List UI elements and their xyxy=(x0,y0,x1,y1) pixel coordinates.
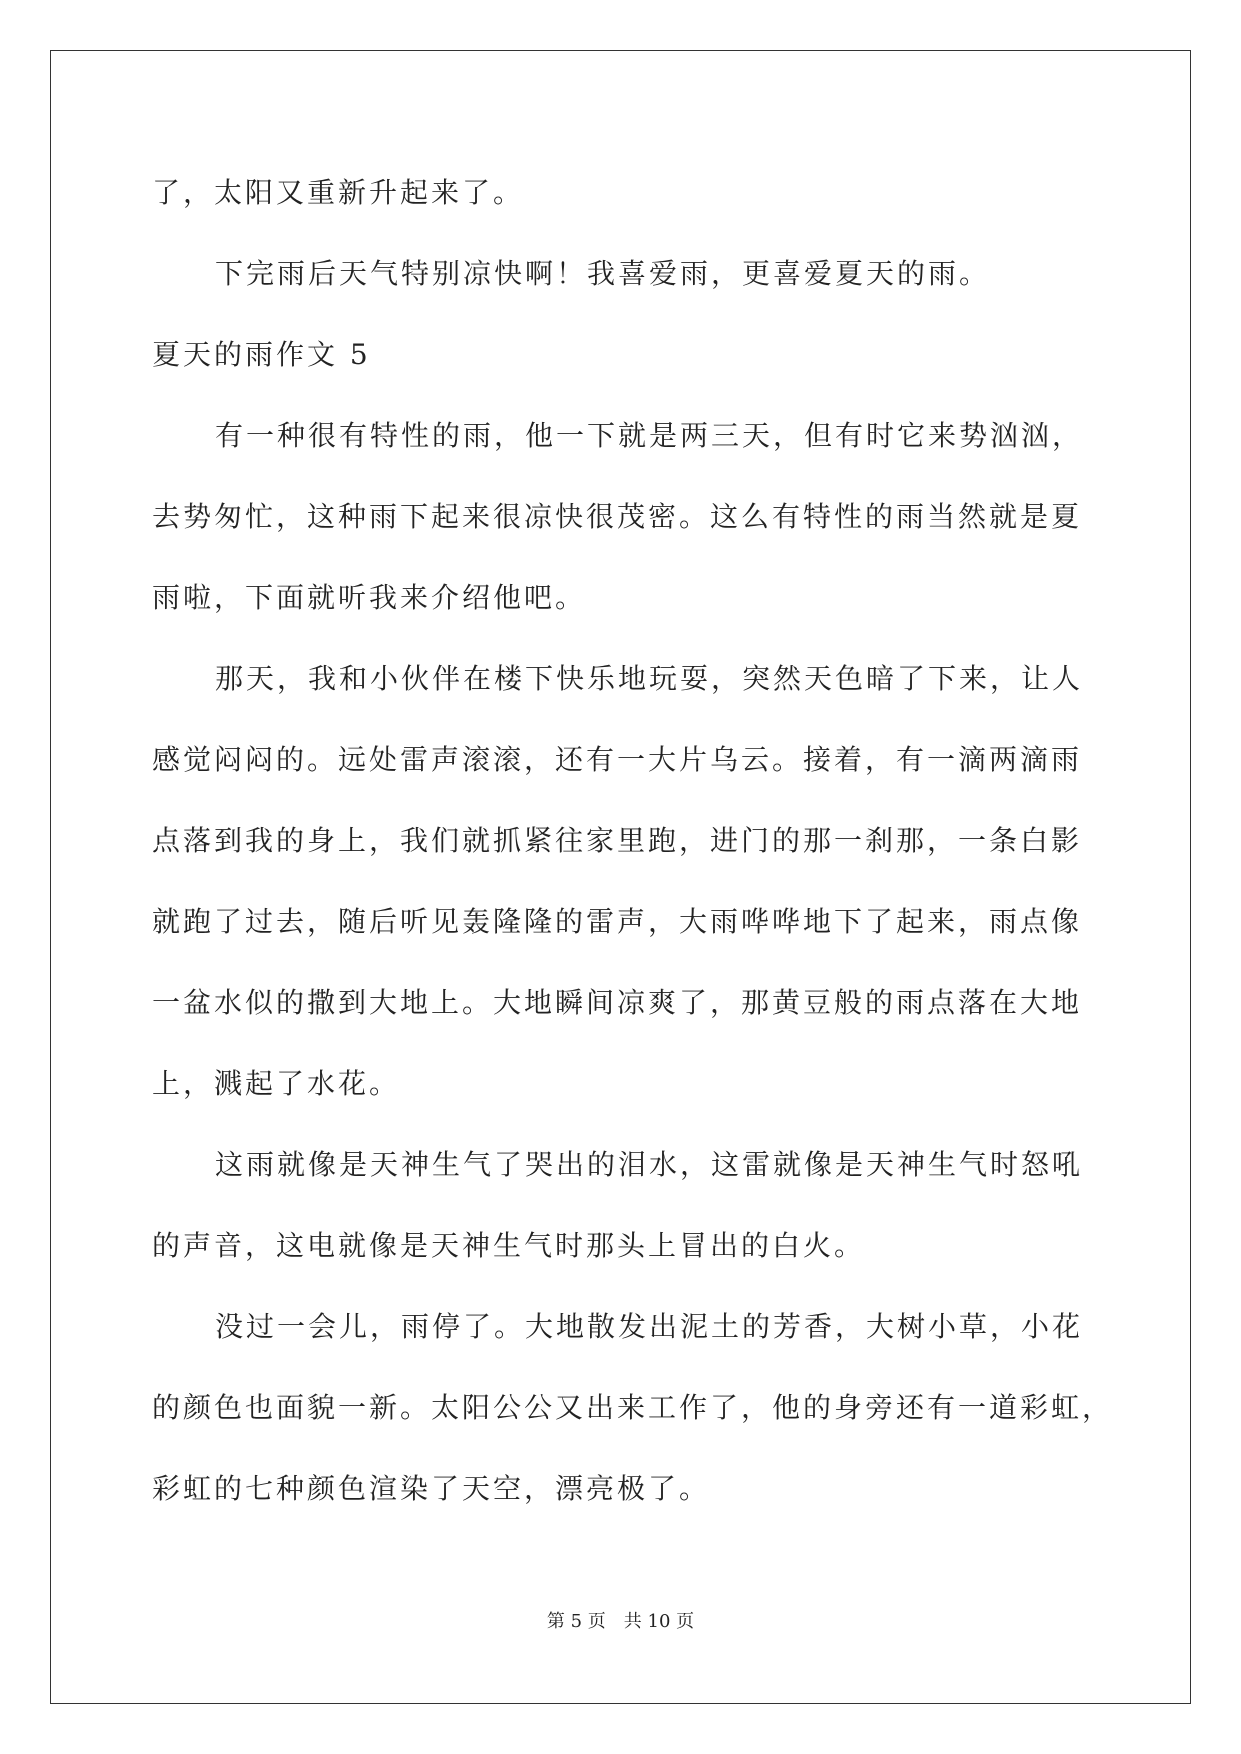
page-number-footer: 第 5 页 共 10 页 xyxy=(546,1611,695,1632)
text-line: 的颜色也面貌一新。太阳公公又出来工作了，他的身旁还有一道彩虹， xyxy=(152,1391,1114,1424)
document-body xyxy=(152,152,1114,1529)
text-line: 下完雨后天气特别凉快啊！我喜爱雨，更喜爱夏天的雨。 xyxy=(215,257,991,290)
text-line: 那天，我和小伙伴在楼下快乐地玩耍，突然天色暗了下来，让人 xyxy=(215,662,1084,695)
text-line: 了，太阳又重新升起来了。 xyxy=(152,176,525,209)
text-line: 就跑了过去，随后听见轰隆隆的雷声，大雨哗哗地下了起来，雨点像 xyxy=(152,905,1083,938)
text-line: 有一种很有特性的雨，他一下就是两三天，但有时它来势汹汹， xyxy=(215,419,1084,452)
text-line: 的声音，这电就像是天神生气时那头上冒出的白火。 xyxy=(152,1229,866,1262)
text-line: 这雨就像是天神生气了哭出的泪水，这雷就像是天神生气时怒吼 xyxy=(215,1148,1084,1181)
text-line: 一盆水似的撒到大地上。大地瞬间凉爽了，那黄豆般的雨点落在大地 xyxy=(152,986,1083,1019)
text-line: 点落到我的身上，我们就抓紧往家里跑，进门的那一刹那，一条白影 xyxy=(152,824,1083,857)
text-line: 去势匆忙，这种雨下起来很凉快很茂密。这么有特性的雨当然就是夏 xyxy=(152,500,1083,533)
section-heading: 夏天的雨作文 5 xyxy=(152,338,371,371)
text-line: 上，溅起了水花。 xyxy=(152,1067,401,1100)
text-line: 雨啦，下面就听我来介绍他吧。 xyxy=(152,581,587,614)
text-line: 彩虹的七种颜色渲染了天空，漂亮极了。 xyxy=(152,1472,711,1505)
text-line: 感觉闷闷的。远处雷声滚滚，还有一大片乌云。接着，有一滴两滴雨 xyxy=(152,743,1083,776)
text-line: 没过一会儿，雨停了。大地散发出泥土的芳香，大树小草，小花 xyxy=(215,1310,1084,1343)
